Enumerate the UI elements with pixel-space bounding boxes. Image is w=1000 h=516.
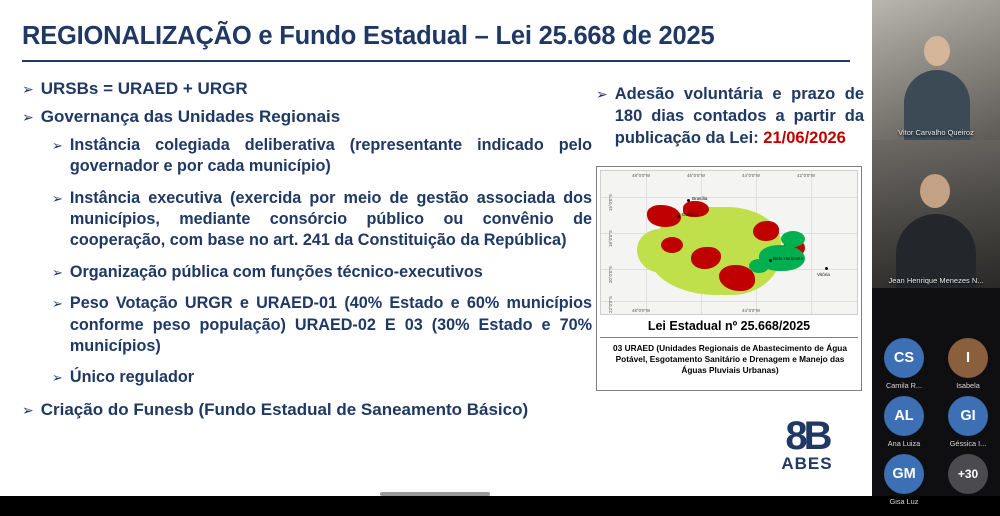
bullet-text: Organização pública com funções técnico-executivos [69, 262, 483, 281]
bullet-item [52, 262, 592, 283]
map-y-label: 18°0'0"S [608, 230, 613, 247]
region-uraed-01 [647, 205, 681, 227]
deadline-date: 21/06/2026 [763, 128, 846, 147]
city-label: Belo Horizonte [773, 256, 804, 261]
bullet-item [22, 106, 592, 128]
map-x-label: 46°0'0"W [687, 173, 706, 178]
bullet-list-right [596, 84, 864, 149]
page-title: REGIONALIZAÇÃO e Fundo Estadual – Lei 25.668 de 2025 [22, 22, 715, 50]
bullet-marker-icon: ➢ [596, 86, 608, 102]
abes-logo-word: ABES [781, 454, 833, 473]
region-uraed-01 [753, 221, 779, 241]
bullet-text: Instância colegiada deliberativa (representante indicado pelo governador e por cada município) [69, 135, 592, 176]
map-y-label: 22°0'0"S [608, 296, 613, 313]
bullet-marker-icon: ➢ [52, 190, 63, 206]
map-image [600, 170, 858, 315]
bullet-text: Criação do Funesb (Fundo Estadual de Saneamento Básico) [40, 399, 529, 419]
participant-name: Gisa Luz [889, 497, 919, 506]
participant-name: Jean Henrique Menezes N... [888, 276, 984, 285]
bullet-text: Único regulador [69, 368, 195, 387]
bullet-text: URSBs = URAED + URGR [40, 79, 248, 98]
participants-rail [872, 0, 1000, 506]
figure-note: 03 URAED (Unidades Regionais de Abastecimento de Água Potável, Esgotamento Sanitário e Drenagem e Manejo das Águas Pluviais Urbanas) [613, 343, 847, 376]
city-marker [769, 259, 772, 262]
map-x-label: 44°0'0"W [742, 308, 761, 313]
participants-overflow-button[interactable] [936, 446, 1000, 516]
figure-caption: Lei Estadual nº 25.668/2025 [647, 319, 811, 333]
bullet-marker-icon: ➢ [52, 264, 63, 280]
bullet-marker-icon: ➢ [22, 109, 34, 126]
bullet-marker-icon: ➢ [52, 296, 63, 312]
figure-caption-divider [600, 337, 858, 338]
bullet-item-deadline [596, 84, 864, 149]
slide-scrollbar[interactable] [380, 492, 490, 496]
minas-gerais-regions [631, 187, 827, 307]
bullet-item [52, 135, 592, 178]
map-x-label: 48°0'0"W [632, 308, 651, 313]
bullet-text: Governança das Unidades Regionais [40, 107, 341, 127]
map-figure [596, 166, 862, 391]
bullet-text [615, 84, 864, 149]
participant-name: Géssica I... [949, 439, 987, 448]
bullet-text: Instância executiva (exercida por meio de gestão associada dos municípios, mediante consórcio público ou convênio de cooperação, com base no art. 241 da Constituição da República) [69, 188, 592, 250]
participant-name: Isabela [956, 381, 980, 390]
participant-name: Ana Luiza [887, 439, 921, 448]
avatar: GI [948, 396, 988, 436]
bullet-marker-icon: ➢ [52, 370, 63, 386]
person-head [924, 36, 950, 66]
title-divider [22, 60, 850, 62]
map-x-label: 48°0'0"W [632, 173, 651, 178]
region-uraed-03 [749, 259, 769, 273]
person-head [920, 174, 950, 208]
city-marker [687, 199, 690, 202]
avatar: AL [884, 396, 924, 436]
bullet-item [52, 293, 592, 357]
city-label: Vitória [817, 272, 830, 277]
bullet-marker-icon: ➢ [52, 137, 63, 153]
bullet-item [52, 188, 592, 252]
participant-name: Vitor Carvalho Queiroz [898, 128, 974, 137]
slide-content [8, 8, 864, 488]
participant-name: Camila R... [885, 381, 923, 390]
city-label: Goiânia [682, 212, 698, 217]
region-uraed-01 [661, 237, 683, 253]
bullet-item [22, 78, 592, 100]
bullet-marker-icon: ➢ [22, 81, 34, 97]
avatar: CS [884, 338, 924, 378]
bullet-text: Peso Votação URGR e URAED-01 (40% Estado e 60% municípios conforme peso população) URAED-02 E 03 (30% Estado e 70% municípios) [69, 294, 592, 355]
deadline-text: Adesão voluntária e prazo de 180 dias contados a partir da publicação da Lei: [614, 85, 864, 147]
avatar: GM [884, 454, 924, 494]
city-marker [677, 215, 680, 218]
region-uraed-03 [781, 231, 805, 247]
participants-avatar-grid [872, 288, 1000, 506]
bullet-item [52, 367, 592, 388]
participant-avatar[interactable] [872, 446, 936, 516]
map-y-label: 16°0'0"S [608, 194, 613, 211]
map-x-label: 42°0'0"W [797, 173, 816, 178]
avatar-overflow-count: +30 [948, 454, 988, 494]
bullet-list-left [22, 78, 592, 427]
avatar: I [948, 338, 988, 378]
city-label: Brasília [692, 196, 708, 201]
abes-logo-mark: 8B [785, 414, 829, 458]
video-tile-speaker-2[interactable] [872, 140, 1000, 288]
abes-logo [768, 414, 846, 480]
map-y-label: 20°0'0"S [608, 266, 613, 283]
city-marker [825, 267, 828, 270]
map-x-label: 44°0'0"W [742, 173, 761, 178]
video-tile-speaker-1[interactable] [872, 0, 1000, 140]
bullet-marker-icon: ➢ [22, 401, 34, 418]
bullet-item [22, 399, 592, 421]
